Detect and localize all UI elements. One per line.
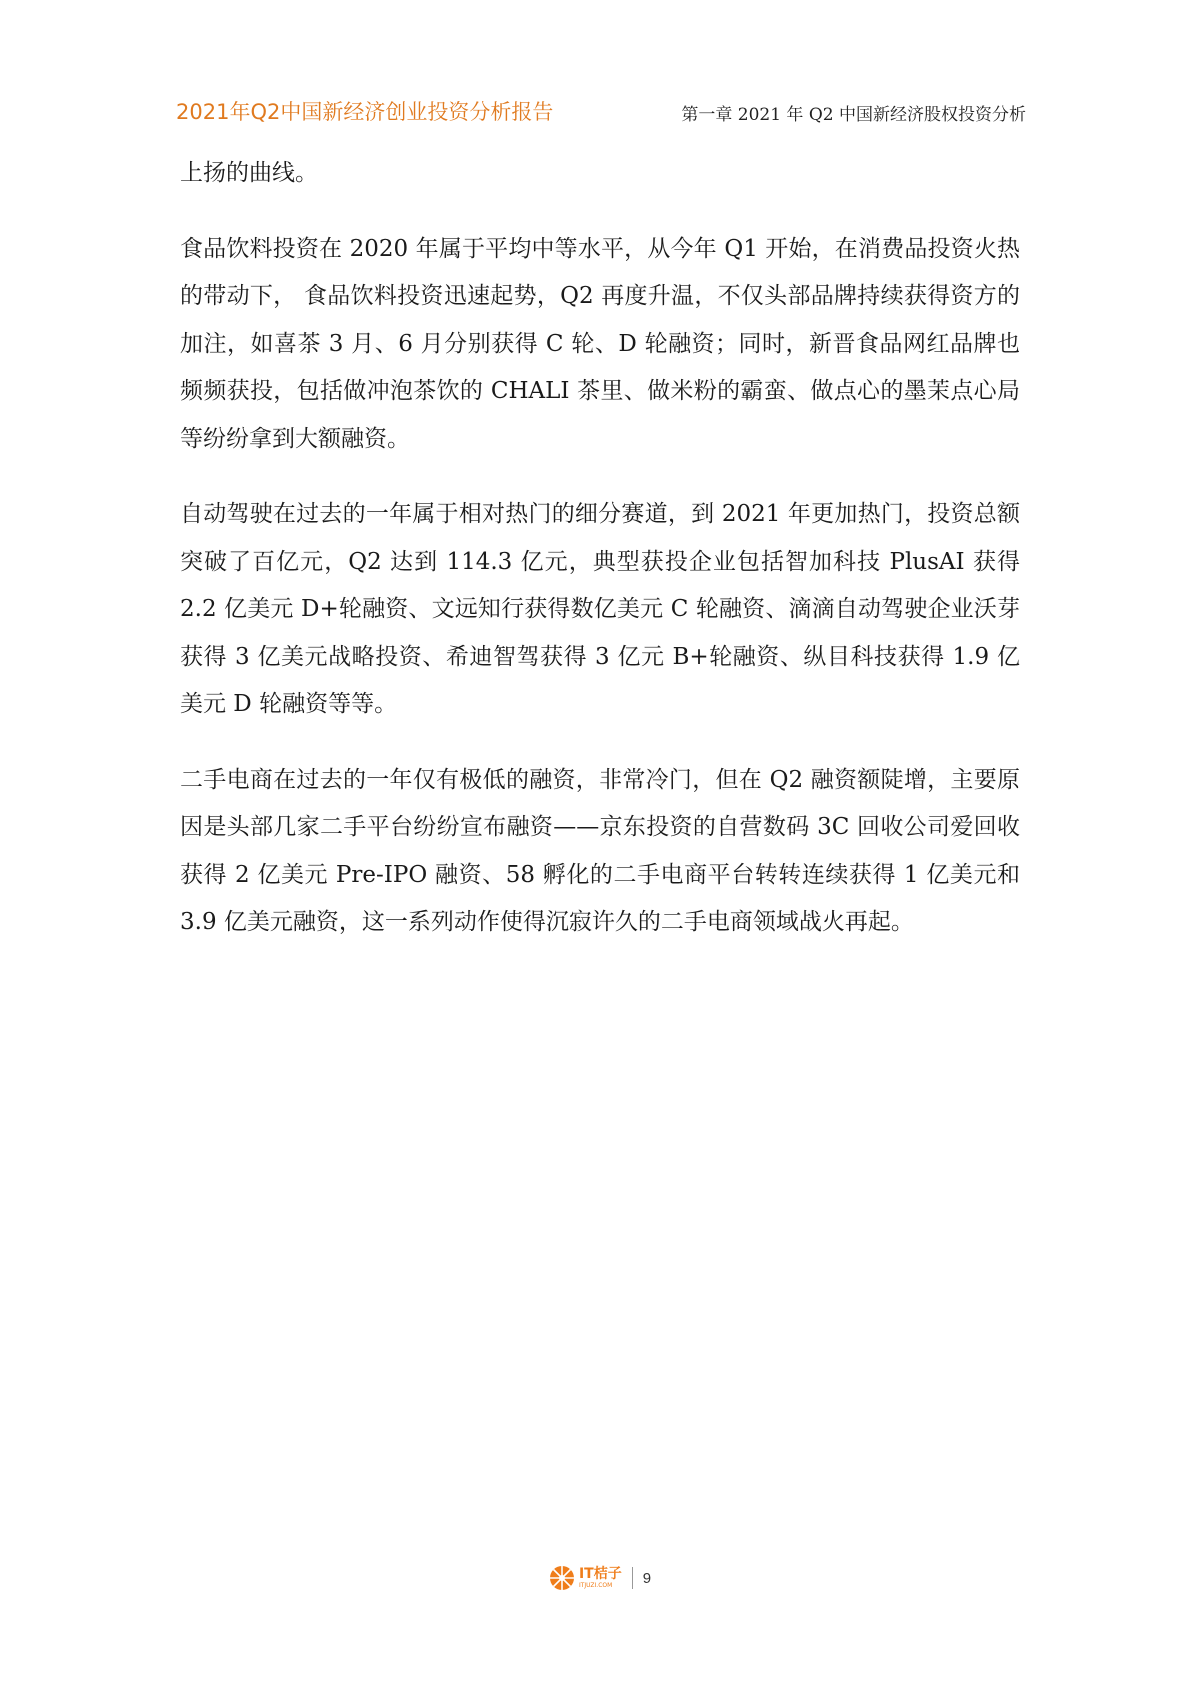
itjuzi-logo — [549, 1565, 622, 1591]
logo-text: IT桔子 — [578, 1566, 622, 1582]
paragraph: 食品饮料投资在 2020 年属于平均中等水平，从今年 Q1 开始，在消费品投资火热的带动下， 食品饮料投资迅速起势，Q2 再度升温，不仅头部品牌持续获得资方的加注，如喜茶 3 月、6 月分别获得 C 轮、D 轮融资；同时，新晋食品网红品牌也频频获投，包括做冲泡茶饮的 CHALI 茶里、做米粉的霸蛮、做点心的墨茉点心局等纷纷拿到大额融资。 — [180, 235, 1020, 452]
paragraph: 自动驾驶在过去的一年属于相对热门的细分赛道，到 2021 年更加热门，投资总额突破了百亿元，Q2 达到 114.3 亿元，典型获投企业包括智加科技 PlusAI 获得 2.2 亿美元 D+轮融资、文远知行获得数亿美元 C 轮融资、滴滴自动驾驶企业沃芽获得 3 亿美元战略投资、希迪智驾获得 3 亿元 B+轮融资、纵目科技获得 1.9 亿美元 D 轮融资等等。 — [180, 501, 1020, 717]
page-number: 9 — [642, 1569, 652, 1587]
chapter-title: 第一章 2021 年 Q2 中国新经济股权投资分析 — [681, 105, 1026, 125]
body-text — [180, 150, 1020, 975]
page-footer — [0, 1565, 1200, 1591]
logo-subtext: ITJUZI.COM — [578, 1582, 613, 1589]
footer-divider — [632, 1567, 633, 1589]
report-title: 2021年Q2中国新经济创业投资分析报告 — [176, 100, 554, 124]
orange-slice-icon — [549, 1565, 575, 1591]
paragraph: 上扬的曲线。 — [180, 160, 318, 186]
paragraph: 二手电商在过去的一年仅有极低的融资，非常冷门，但在 Q2 融资额陡增，主要原因是头部几家二手平台纷纷宣布融资——京东投资的自营数码 3C 回收公司爱回收获得 2 亿美元 Pre-IPO 融资、58 孵化的二手电商平台转转连续获得 1 亿美元和 3.9 亿美元融资，这一系列动作使得沉寂许久的二手电商领域战火再起。 — [180, 766, 1020, 935]
